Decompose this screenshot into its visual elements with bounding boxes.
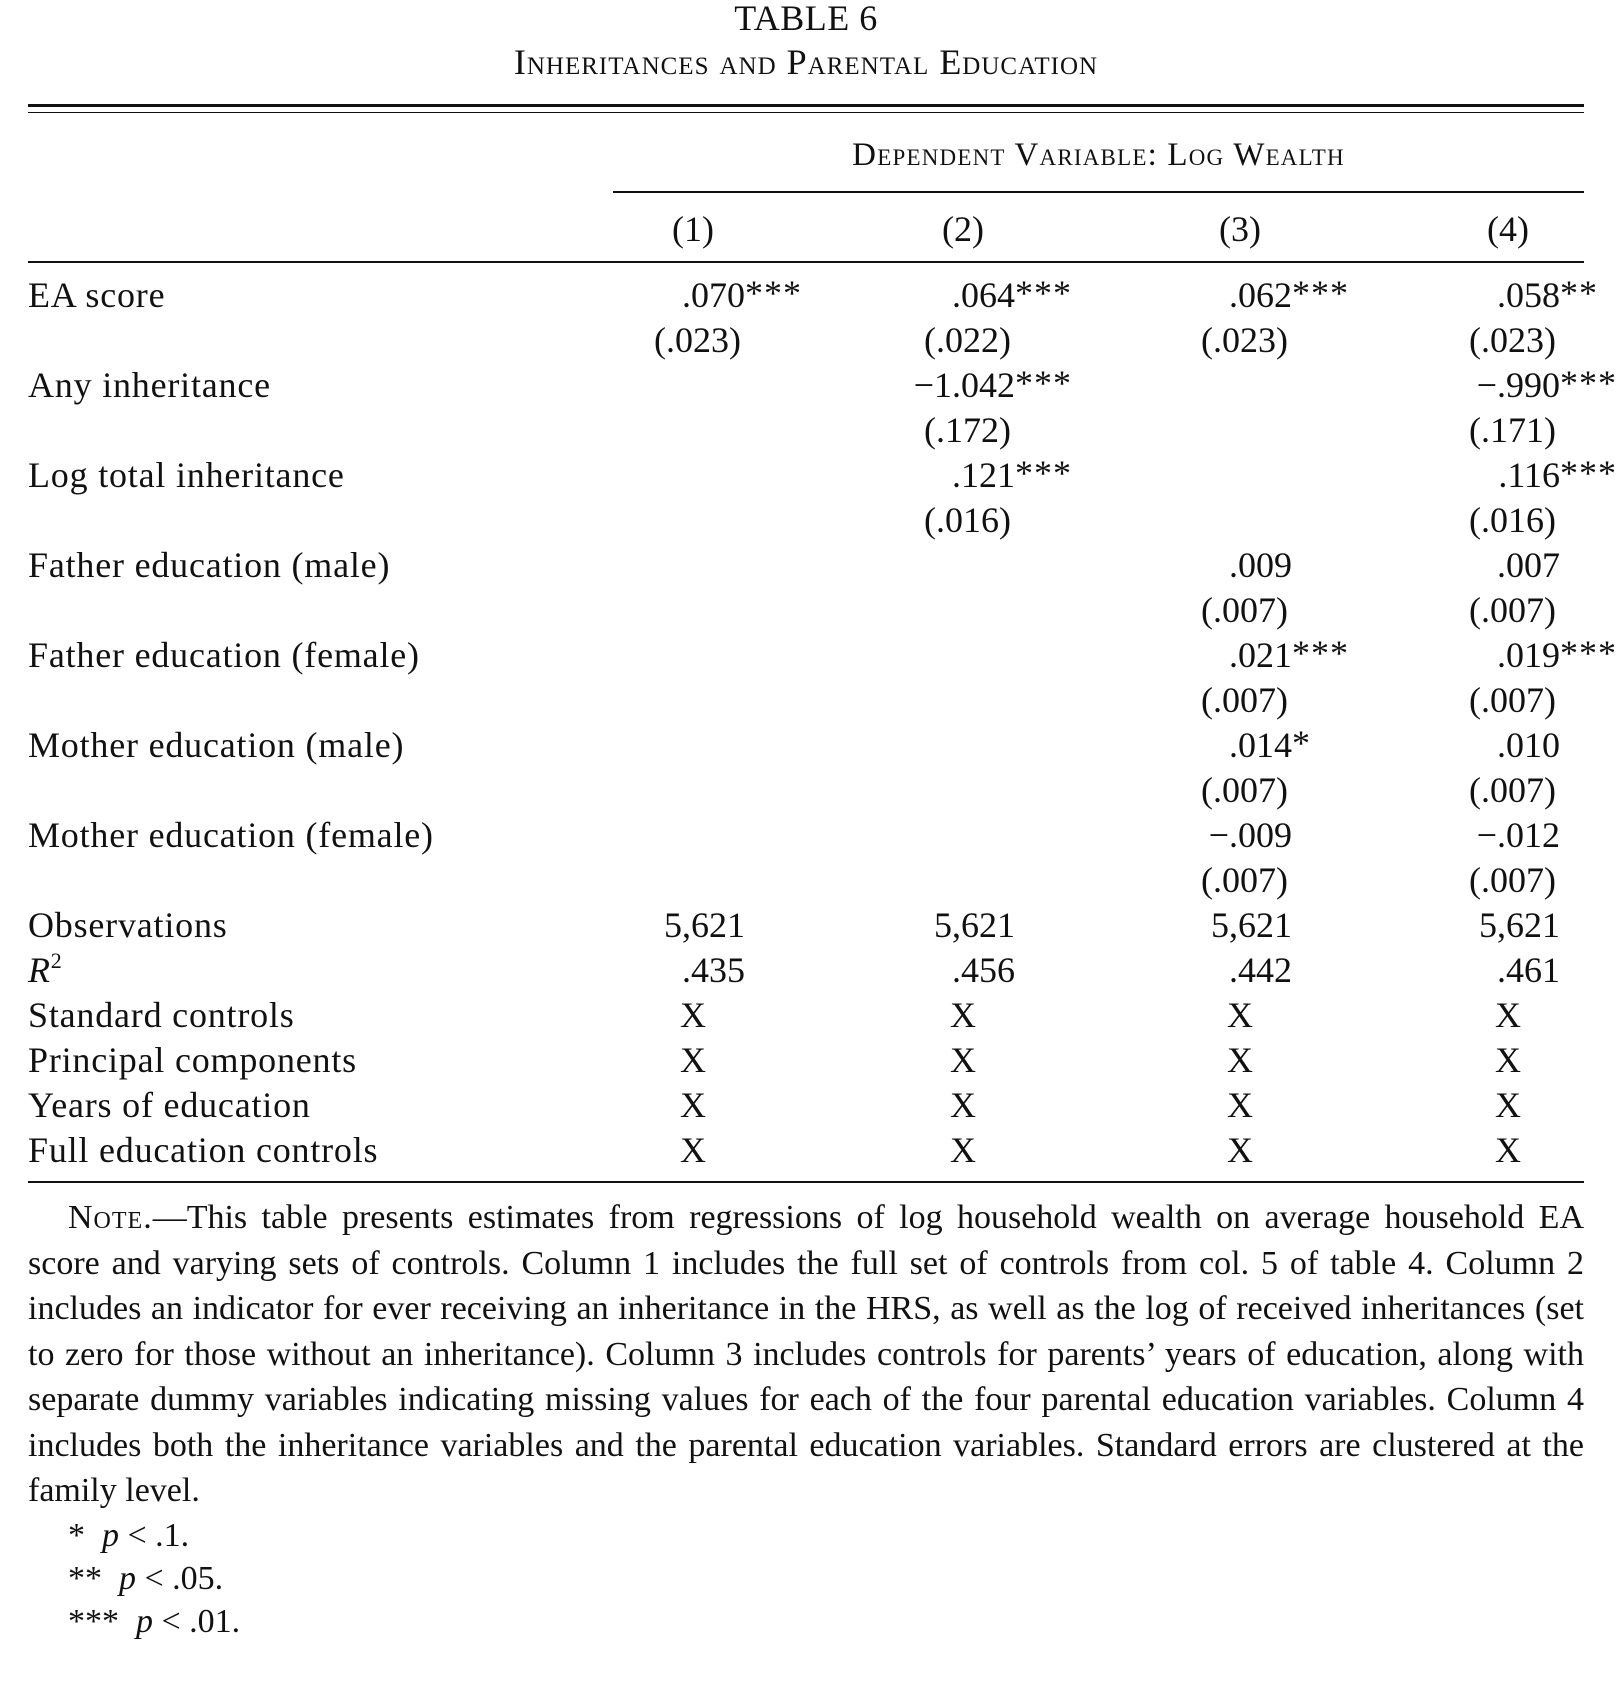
cell-value: X (950, 1085, 976, 1125)
row-label-text: Any inheritance (28, 365, 271, 405)
column-header-3: (3) (1219, 209, 1261, 249)
column-header-2: (2) (942, 209, 984, 249)
row-label (28, 993, 295, 1038)
row-label-text: Standard controls (28, 995, 295, 1035)
table-row-se (28, 318, 1584, 363)
table-cell-col2 (950, 993, 976, 1038)
sig-p: p (119, 1559, 136, 1597)
cell-value: 5,621 (1211, 905, 1292, 945)
significance-stars: *** (1015, 273, 1072, 313)
cell-value: (.171) (1469, 410, 1556, 450)
cell-value: .435 (682, 950, 745, 990)
table-cell-col3 (1201, 858, 1288, 903)
cell-value: (.022) (924, 320, 1011, 360)
table-cell-col4 (1495, 993, 1521, 1038)
cell-value: (.007) (1469, 590, 1556, 630)
table-cell-col3 (1229, 543, 1292, 588)
table-cell-col2 (950, 1083, 976, 1128)
table-row (28, 813, 1584, 858)
row-label (28, 813, 434, 858)
cell-value: (.007) (1201, 860, 1288, 900)
cell-value: X (1227, 1085, 1253, 1125)
cell-value: −1.042 (913, 365, 1015, 405)
row-label (28, 1128, 378, 1173)
significance-stars: *** (1292, 273, 1349, 313)
cell-value: .070 (682, 275, 745, 315)
table-row (28, 723, 1584, 768)
bottom-rule (28, 1181, 1584, 1183)
table-number: TABLE 6 (734, 0, 878, 38)
significance-line (28, 1557, 1584, 1600)
dependent-variable-rule (613, 191, 1584, 193)
row-label (28, 903, 228, 948)
column-header-1: (1) (672, 209, 714, 249)
table-cell-col4 (1497, 543, 1560, 588)
cell-value: −.990 (1476, 365, 1560, 405)
table-cell-col4 (1497, 633, 1617, 678)
table-cell-col3 (1201, 768, 1288, 813)
cell-value: .062 (1229, 275, 1292, 315)
table-row-se (28, 588, 1584, 633)
row-label (28, 543, 390, 588)
cell-value: .009 (1229, 545, 1292, 585)
significance-stars: ** (1560, 273, 1598, 313)
table-cell-col4 (1495, 1083, 1521, 1128)
cell-value: .116 (1498, 455, 1560, 495)
table-cell-col2 (913, 363, 1072, 408)
row-label-superscript: 2 (50, 948, 63, 973)
cell-value: (.023) (1469, 320, 1556, 360)
cell-value: X (1495, 1130, 1521, 1170)
table-cell-col2 (952, 453, 1072, 498)
table-title: Inheritances and Parental Education (513, 42, 1099, 82)
cell-value: X (1495, 1085, 1521, 1125)
cell-value: .010 (1497, 725, 1560, 765)
cell-value: X (950, 1130, 976, 1170)
table-row (28, 993, 1584, 1038)
cell-value: (.007) (1201, 590, 1288, 630)
cell-value: X (1227, 1130, 1253, 1170)
cell-value: (.016) (1469, 500, 1556, 540)
table-row-se (28, 678, 1584, 723)
table-cell-col2 (950, 1128, 976, 1173)
cell-value: .461 (1497, 950, 1560, 990)
cell-value: −.009 (1208, 815, 1292, 855)
table-cell-col3 (1201, 678, 1288, 723)
table-row-se (28, 768, 1584, 813)
cell-value: (.016) (924, 500, 1011, 540)
table-cell-col4 (1497, 273, 1598, 318)
cell-value: (.023) (1201, 320, 1288, 360)
table-cell-col2 (952, 273, 1072, 318)
table-cell-col4 (1469, 318, 1556, 363)
cell-value: .121 (952, 455, 1015, 495)
row-label-text: Log total inheritance (28, 455, 345, 495)
table-cell-col4 (1469, 498, 1556, 543)
table-header (28, 113, 1584, 261)
table-cell-col2 (924, 318, 1011, 363)
cell-value: (.007) (1201, 770, 1288, 810)
table-cell-col2 (950, 1038, 976, 1083)
row-label-text: Father education (male) (28, 545, 391, 585)
cell-value: X (950, 995, 976, 1035)
table-cell-col4 (1497, 723, 1560, 768)
table-cell-col4 (1495, 1128, 1521, 1173)
significance-stars: *** (1015, 453, 1072, 493)
table-page (28, 0, 1617, 1643)
row-label-text: Mother education (male) (28, 725, 405, 765)
cell-value: (.007) (1469, 860, 1556, 900)
cell-value: X (680, 995, 706, 1035)
dependent-variable-header: Dependent Variable: Log Wealth (852, 137, 1345, 173)
table-note (28, 1195, 1584, 1514)
sig-p: p (102, 1516, 119, 1554)
table-row (28, 1083, 1584, 1128)
table-row (28, 633, 1617, 678)
row-label-text: Observations (28, 905, 228, 945)
table-cell-col1 (682, 948, 745, 993)
sig-spacer (119, 1603, 136, 1640)
cell-value: (.023) (654, 320, 741, 360)
table-cell-col4 (1495, 1038, 1521, 1083)
table-cell-col4 (1469, 408, 1556, 453)
sig-p: p (136, 1602, 153, 1640)
cell-value: X (1495, 1040, 1521, 1080)
cell-value: X (1227, 995, 1253, 1035)
significance-stars: *** (1292, 633, 1349, 673)
sig-spacer (102, 1560, 119, 1597)
cell-value: −.012 (1476, 815, 1560, 855)
table-cell-col3 (1229, 723, 1311, 768)
row-label-text: EA score (28, 275, 166, 315)
table-cell-col1 (680, 1083, 706, 1128)
significance-stars: *** (745, 273, 802, 313)
top-double-rule (28, 104, 1584, 113)
table-cell-col4 (1497, 948, 1560, 993)
row-label (28, 723, 404, 768)
table-cell-col1 (682, 273, 802, 318)
row-label (28, 273, 165, 318)
table-row (28, 543, 1584, 588)
significance-line (28, 1600, 1584, 1643)
significance-stars: *** (1015, 363, 1072, 403)
row-label (28, 453, 345, 498)
table-row (28, 273, 1598, 318)
table-row-se (28, 498, 1584, 543)
note-text: —This table presents estimates from regressions of log household wealth on average household EA score and varying sets of controls. Column 1 includes the full set of controls from col. 5 of table 4. Column 2 includes an indicator for ever receiving an inheritance in the HRS, as well as the log of received inheritances (set to zero for those without an inheritance). Column 3 includes controls for parents’ years of education, along with separate dummy variables indicating missing values for each of the four parental education variables. Column 4 includes both the inheritance variables and the parental education variables. Standard errors are clustered at the family level. (28, 1199, 1584, 1509)
table-cell-col2 (952, 948, 1015, 993)
table-cell-col4 (1469, 858, 1556, 903)
table-row (28, 1128, 1584, 1173)
table-cell-col4 (1479, 903, 1560, 948)
note-head: Note. (68, 1199, 153, 1236)
table-cell-col1 (680, 1128, 706, 1173)
row-label-text: Mother education (female) (28, 815, 434, 855)
row-label (28, 948, 63, 993)
table-row (28, 948, 1584, 993)
cell-value: (.172) (924, 410, 1011, 450)
column-header-4: (4) (1487, 209, 1529, 249)
table-cell-col4 (1477, 813, 1560, 858)
cell-value: (.007) (1469, 680, 1556, 720)
cell-value: .007 (1497, 545, 1560, 585)
table-row (28, 903, 1584, 948)
table-cell-col3 (1227, 1038, 1253, 1083)
row-label-text: R (28, 950, 51, 990)
sig-threshold: < .01. (153, 1602, 241, 1640)
table-cell-col1 (680, 993, 706, 1038)
table-body (28, 273, 1617, 1173)
sig-spacer (85, 1517, 102, 1554)
header-rule (28, 261, 1584, 263)
table-cell-col2 (924, 408, 1011, 453)
cell-value: X (1227, 1040, 1253, 1080)
significance-stars: * (1292, 723, 1311, 763)
table-row (28, 1038, 1584, 1083)
cell-value: 5,621 (934, 905, 1015, 945)
table-cell-col4 (1469, 588, 1556, 633)
table-cell-col3 (1227, 993, 1253, 1038)
significance-stars: *** (1560, 633, 1617, 673)
table-cell-col3 (1229, 273, 1349, 318)
table-cell-col3 (1209, 813, 1292, 858)
table-row-se (28, 858, 1584, 903)
row-label-text: Years of education (28, 1085, 311, 1125)
table-cell-col1 (664, 903, 745, 948)
sig-stars: *** (68, 1602, 119, 1640)
table-cell-col4 (1476, 363, 1617, 408)
table-cell-col1 (654, 318, 741, 363)
row-label-text: Full education controls (28, 1130, 379, 1170)
cell-value: X (950, 1040, 976, 1080)
sig-threshold: < .05. (136, 1559, 224, 1597)
table-row-se (28, 408, 1584, 453)
cell-value: 5,621 (1479, 905, 1560, 945)
table-cell-col1 (680, 1038, 706, 1083)
table-cell-col4 (1469, 768, 1556, 813)
sig-stars: * (68, 1516, 85, 1554)
table-cell-col3 (1227, 1128, 1253, 1173)
cell-value: .019 (1497, 635, 1560, 675)
sig-stars: ** (68, 1559, 102, 1597)
table-cell-col2 (934, 903, 1015, 948)
row-label-text: Principal components (28, 1040, 357, 1080)
cell-value: .058 (1497, 275, 1560, 315)
row-label (28, 1083, 311, 1128)
cell-value: (.007) (1469, 770, 1556, 810)
row-label-text: Father education (female) (28, 635, 420, 675)
table-cell-col2 (924, 498, 1011, 543)
cell-value: .014 (1229, 725, 1292, 765)
table-row (28, 453, 1617, 498)
cell-value: X (680, 1085, 706, 1125)
cell-value: 5,621 (664, 905, 745, 945)
cell-value: .064 (952, 275, 1015, 315)
cell-value: X (680, 1130, 706, 1170)
cell-value: X (680, 1040, 706, 1080)
table-cell-col3 (1211, 903, 1292, 948)
table-cell-col4 (1498, 453, 1617, 498)
significance-stars: *** (1560, 453, 1617, 493)
row-label (28, 1038, 357, 1083)
table-cell-col3 (1201, 588, 1288, 633)
sig-threshold: < .1. (119, 1516, 190, 1554)
table-cell-col3 (1229, 633, 1349, 678)
significance-line (28, 1514, 1584, 1557)
cell-value: X (1495, 995, 1521, 1035)
cell-value: .456 (952, 950, 1015, 990)
row-label (28, 363, 271, 408)
table-cell-col3 (1229, 948, 1292, 993)
cell-value: .021 (1229, 635, 1292, 675)
row-label (28, 633, 420, 678)
table-cell-col3 (1201, 318, 1288, 363)
table-cell-col4 (1469, 678, 1556, 723)
cell-value: .442 (1229, 950, 1292, 990)
significance-legend (28, 1514, 1584, 1643)
significance-stars: *** (1560, 363, 1617, 403)
table-cell-col3 (1227, 1083, 1253, 1128)
table-row (28, 363, 1617, 408)
cell-value: (.007) (1201, 680, 1288, 720)
